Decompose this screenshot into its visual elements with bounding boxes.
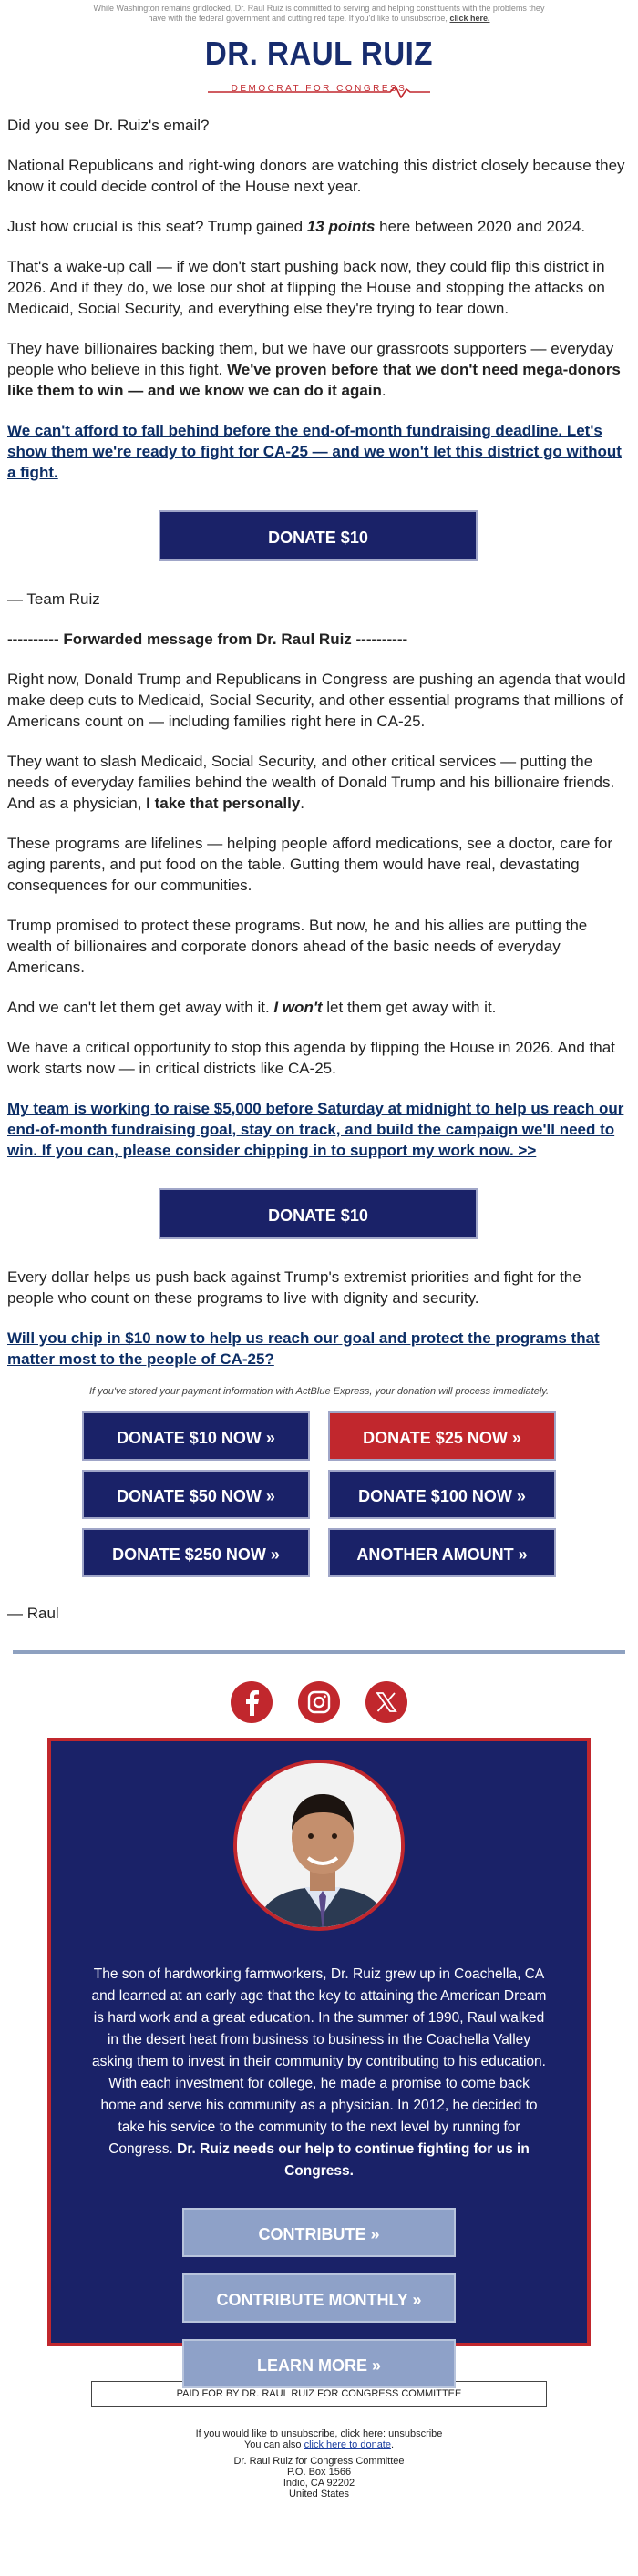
candidate-portrait [233,1760,405,1931]
logo-tagline: DEMOCRAT FOR CONGRESS [231,84,407,94]
paragraph: Right now, Donald Trump and Republicans in Congress are pushing an agenda that would make deep cuts to Medicaid, Social Security, and other essential programs that millions of Americans count on — including families right here in CA-25. [7,671,626,730]
paragraph: Just how crucial is this seat? Trump gained 13 points here between 2020 and 2024. [7,218,586,235]
footer-po-box: P.O. Box 1566 [286,2467,352,2478]
paragraph: Trump promised to protect these programs. But now, he and his allies are putting the wealth of billionaires and corporate donors ahead of the basic needs of everyday Americans. [7,917,588,976]
cta-link-chip-in[interactable]: Will you chip in $10 now to help us reach our goal and protect the programs that matter most to the people of CA-25? [7,1329,600,1368]
emphasis: I won't [273,999,323,1016]
paragraph: We have a critical opportunity to stop this agenda by flipping the House in 2026. And that work starts now — in critical districts like CA-25. [7,1039,615,1077]
unsubscribe-link[interactable]: click here. [449,14,490,23]
footer-donate-link[interactable]: click here to donate [304,2439,391,2450]
facebook-icon[interactable] [231,1681,273,1723]
footer-donate-line: You can also click here to donate. [243,2439,395,2450]
bio-text: The son of hardworking farmworkers, Dr. Ruiz grew up in Coachella, CA and learned at an early age that the key to attaining the American Dream is hard work and a great education. In the summer of 1990, Raul walked in the desert heat from business to business in the Coachella Valley asking them to invest in their community by contributing to his education. With each investment for college, he made a promise to come back home and serve his community as a physician. In 2012, he decided to take his service to the community to the next level by running for Congress. Dr. Ruiz needs our help to continue fighting for us in Congress. [91,1966,547,2179]
contribute-button[interactable]: CONTRIBUTE » [182,2208,456,2257]
signoff-raul: — Raul [7,1605,59,1622]
portrait-illustration [237,1763,405,1931]
paragraph: Did you see Dr. Ruiz's email? [7,117,210,134]
donate-10-now-button[interactable]: DONATE $10 NOW » [82,1411,310,1461]
paragraph: Every dollar helps us push back against Trump's extremist priorities and fight for the people who count on these programs to live with dignity and security. [7,1268,581,1307]
email-body [0,115,638,1370]
donate-10-button[interactable]: DONATE $10 [159,510,478,561]
donate-250-now-button[interactable]: DONATE $250 NOW » [82,1528,310,1577]
footer-country: United States [288,2489,350,2499]
footer-city: Indio, CA 92202 [283,2478,355,2489]
emphasis: 13 points [306,218,376,235]
paragraph: They want to slash Medicaid, Social Security, and other critical services — putting the needs of everyday families behind the wealth of Donald Trump and his billionaire friends. And as a physician, I take that personally. [7,753,615,812]
instagram-icon[interactable] [298,1681,340,1723]
donation-grid [82,1411,556,1577]
social-links [0,1654,638,1738]
donate-25-now-button[interactable]: DONATE $25 NOW » [328,1411,556,1461]
cta-link-deadline[interactable]: We can't afford to fall behind before the end-of-month fundraising deadline. Let's show them we're ready to fight for CA-25 — and we won't let this district go without a fight. [7,422,622,481]
footer-org: Dr. Raul Ruiz for Congress Committee [233,2456,405,2467]
bio-section [47,1738,591,2375]
learn-more-button[interactable]: LEARN MORE » [182,2339,456,2388]
bold-text: We've proven before that we don't need mega-donors like them to win — and we know we can do it again [7,361,621,399]
bio-bold: Dr. Ruiz needs our help to continue fighting for us in Congress. [177,2141,530,2179]
donate-100-now-button[interactable]: DONATE $100 NOW » [328,1470,556,1519]
x-icon[interactable] [365,1681,407,1723]
another-amount-button[interactable]: ANOTHER AMOUNT » [328,1528,556,1577]
footer [0,2407,638,2499]
bold-text: I take that personally [146,795,301,812]
paragraph: National Republicans and right-wing donors are watching this district closely because they know it could decide control of the House next year. [7,157,625,195]
paragraph: That's a wake-up call — if we don't start pushing back now, they could flip this district in 2026. And if they do, we lose our shot at flipping the House and stopping the attacks on Medicaid, Social Security, and everything else they're trying to tear down. [7,258,605,317]
donate-50-now-button[interactable]: DONATE $50 NOW » [82,1470,310,1519]
actblue-note: If you've stored your payment information with ActBlue Express, your donation will process immediately. [88,1386,550,1397]
donate-10-button-2[interactable]: DONATE $10 [159,1188,478,1239]
preheader [0,0,638,24]
paragraph: They have billionaires backing them, but we have our grassroots supporters — everyday people who believe in this fight. We've proven before that we don't need mega-donors like them to win — and we know we can do it again. [7,340,621,399]
cta-link-goal[interactable]: My team is working to raise $5,000 before Saturday at midnight to help us reach our end-of-month fundraising goal, stay on track, and build the campaign we'll need to win. If you can, please consider chipping in to support my work now. >> [7,1100,624,1159]
paid-for-disclaimer: PAID FOR BY DR. RAUL RUIZ FOR CONGRESS COMMITTEE [91,2381,547,2407]
bio-buttons [51,2182,587,2388]
footer-unsubscribe[interactable]: If you would like to unsubscribe, click here: unsubscribe [195,2428,443,2439]
paragraph: And we can't let them get away with it. I won't let them get away with it. [7,999,497,1016]
contribute-monthly-button[interactable]: CONTRIBUTE MONTHLY » [182,2273,456,2323]
signoff-team: — Team Ruiz [7,590,100,608]
paragraph: These programs are lifelines — helping people afford medications, see a doctor, care for aging parents, and put food on the table. Gutting them would have real, devastating consequences for our communities. [7,835,612,894]
heartbeat-line-icon [208,86,430,98]
logo [0,24,638,115]
forwarded-header: ---------- Forwarded message from Dr. Raul Ruiz ---------- [7,631,408,648]
logo-name: DR. RAUL RUIZ [204,35,434,72]
preheader-text: While Washington remains gridlocked, Dr. Raul Ruiz is committed to serving and helping constituents with the problems they have with the federal government and cutting red tape. If you'd like to unsubscribe, [93,4,545,23]
